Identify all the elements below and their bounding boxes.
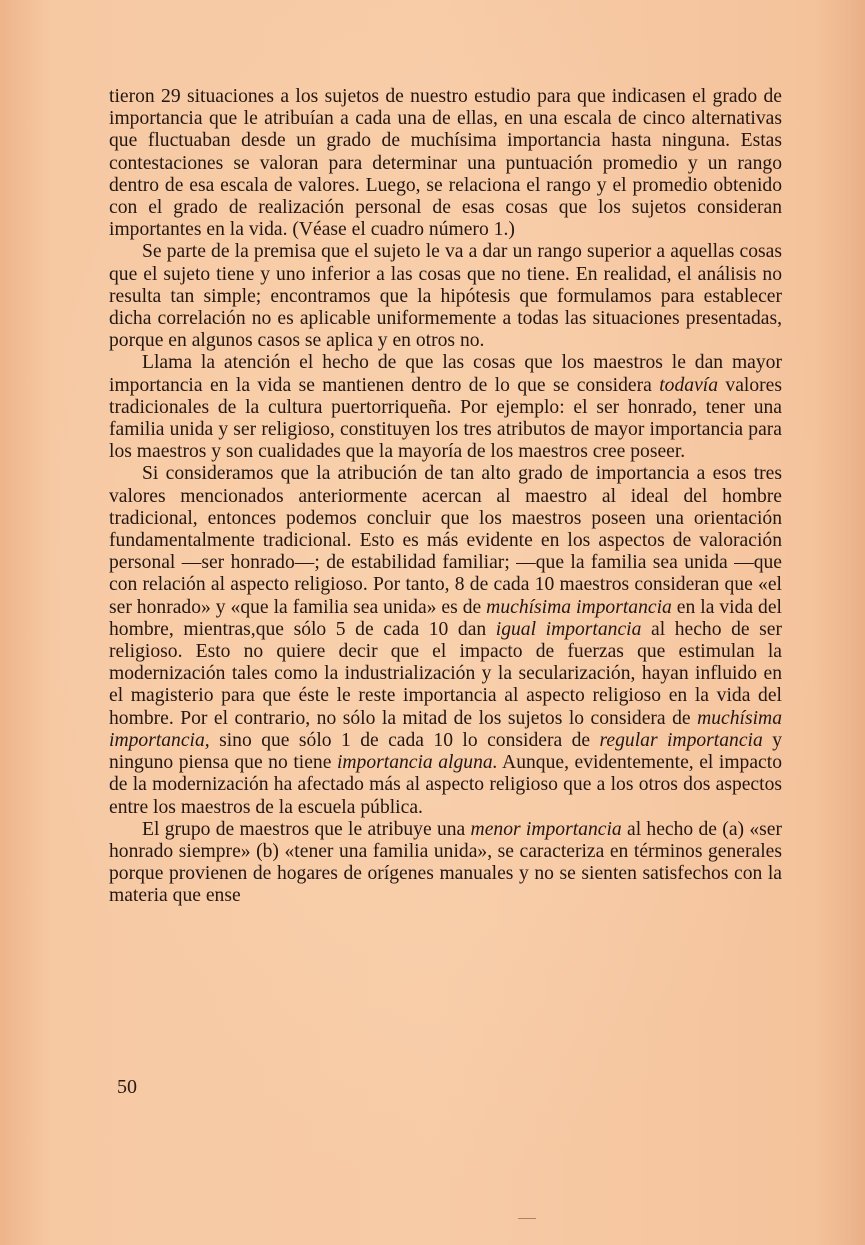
italic-text-run: igual importancia: [495, 618, 642, 640]
paragraph: [109, 352, 782, 463]
text-run: al hecho de (a) «ser honrado siempre» (b) «tener una familia unida», se caracteriza en términos generales porque provienen de hogares de orígenes manuales y no se sienten satisfechos con la materia que ense: [109, 818, 782, 907]
text-run: El grupo de maestros que le atribuye una: [142, 818, 471, 840]
text-run: sino que sólo 1 de cada 10 lo considera de: [209, 729, 600, 751]
text-run: en la vida del hombre, mientras,que sólo 5 de cada 10 dan: [109, 596, 782, 640]
text-run: tieron 29 situaciones a los sujetos de nuestro estudio para que indicasen el grado de importancia que le atribuían a cada una de ellas, en una escala de cinco alternativas que fluctuaban desde un grado de muchísima importancia hasta ninguna. Estas contestaciones se valoran para determinar una puntuación promedio y un rango dentro de esa escala de valores. Luego, se relaciona el rango y el promedio obtenido con el grado de realización personal de esas cosas que los sujetos consideran importantes en la vida. (Véase el cuadro número 1.): [109, 86, 782, 241]
text-run: Aunque, evidentemente, el impacto de la modernización ha afectado más al aspecto religioso que a los otros dos aspectos entre los maestros de la escuela pública.: [109, 752, 782, 818]
italic-text-run: importancia alguna.: [336, 752, 498, 774]
italic-text-run: muchísima importancia: [486, 596, 672, 618]
paragraph: [109, 463, 782, 818]
body-text: [109, 86, 782, 908]
text-run: Llama la atención el hecho de que las cosas que los maestros le dan mayor importancia en la vida se mantienen dentro de lo que se considera: [109, 352, 782, 396]
italic-text-run: regular importancia: [599, 729, 763, 751]
paragraph: [109, 819, 782, 908]
italic-text-run: todavía: [659, 374, 719, 396]
italic-text-run: muchísima importancia,: [109, 707, 782, 751]
page-number: 50: [117, 1076, 137, 1098]
text-run: Se parte de la premisa que el sujeto le va a dar un rango superior a aquellas cosas que el sujeto tiene y uno inferior a las cosas que no tiene. En realidad, el análisis no resulta tan simple; encontramos que la hipótesis que formulamos para establecer dicha correlación no es aplicable uniformemente a todas las situaciones presentadas, porque en algunos casos se aplica y en otros no.: [109, 241, 782, 352]
paragraph: [109, 86, 782, 241]
text-run: valores tradicionales de la cultura puertorriqueña. Por ejemplo: el ser honrado, tener una familia unida y ser religioso, constituyen los tres atributos de mayor importancia para los maestros y son cualidades que la mayoría de los maestros cree poseer.: [109, 374, 783, 463]
text-run: al hecho de ser religioso. Esto no quiere decir que el impacto de fuerzas que estimulan la modernización tales como la industrialización y la secularización, hayan influido en el magisterio para que éste le reste importancia al aspecto religioso en la vida del hombre. Por el contrario, no sólo la mitad de los sujetos lo considera de: [109, 618, 783, 729]
paragraph: [109, 241, 782, 352]
text-run: Si consideramos que la atribución de tan alto grado de importancia a esos tres valores mencionados anteriormente acercan al maestro al ideal del hombre tradicional, entonces podemos concluir que los maestros poseen una orientación fundamentalmente tradicional. Esto es más evidente en los aspectos de valoración personal —ser honrado—; de estabilidad familiar; —que la familia sea unida —que con relación al aspecto religioso. Por tanto, 8 de cada 10 maestros consideran que «el ser honrado» y «que la familia sea unida» es de: [109, 463, 782, 618]
text-run: y ninguno piensa que no tiene: [109, 729, 782, 774]
print-smudge: [518, 1218, 536, 1219]
italic-text-run: menor importancia: [470, 818, 622, 840]
